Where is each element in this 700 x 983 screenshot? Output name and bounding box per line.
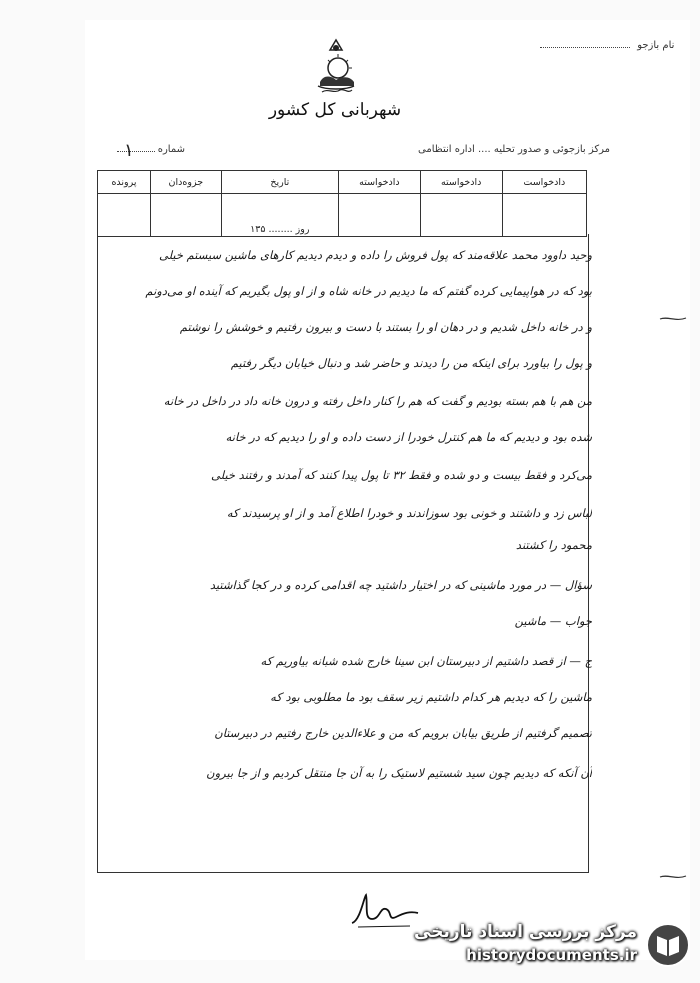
statement-line: آن آنکه که دیدیم چون سید شستیم لاستیک را به آن جا منتقل کردیم و از جا بیرون: [206, 766, 592, 780]
statement-line: می‌کرد و فقط بیست و دو شده و فقط ۳۲ تا پول پیدا کنند که آمدند و رفتند خیلی: [211, 468, 592, 482]
statement-line: سؤال — در مورد ماشینی که در اختیار داشتید چه اقدامی کرده و در کجا گذاشتید: [209, 578, 592, 592]
col-header: جزوه‌دان: [150, 171, 221, 194]
institution-title: شهربانی کل کشور: [268, 100, 402, 120]
col-header: دادخواسته: [420, 171, 502, 194]
statement-line: ج — از قصد داشتیم از دبیرستان ابن سینا خارج شده شبانه بیاوریم که: [260, 654, 592, 668]
statement-line: لباس زد و داشتند و خونی بود سوزاندند و خودرا اطلاع آمد و از او پرسیدند که: [226, 506, 592, 520]
number-field: [105, 144, 185, 155]
number-label: شماره: [157, 144, 185, 155]
statement-line: ماشین را که دیدیم هر کدام داشتیم زیر سقف بود ما مطلوبی بود که: [270, 690, 592, 704]
inspector-name-blank: [540, 47, 630, 48]
reference-line: مرکز بازجوئی و صدور تحلیه .... اداره انتظامی: [418, 144, 610, 155]
margin-mark: [658, 312, 688, 326]
form-cell: [502, 194, 586, 237]
inspector-name-label: نام بازجو: [637, 40, 675, 51]
form-cell: [338, 194, 420, 237]
statement-line: شده بود و دیدیم که ما هم کنترل خودرا از دست داده و او را دیدیم که در خانه: [225, 430, 592, 444]
statement-line: و در خانه داخل شدیم و در دهان او را بستند با دست و بیرون رفتیم و خوشش را نوشتم: [179, 320, 592, 334]
lion-and-sun-emblem-icon: [312, 38, 360, 98]
archive-book-logo-icon: [645, 922, 691, 968]
form-cell: [150, 194, 221, 237]
form-cell: [98, 194, 151, 237]
statement-line: من هم با هم بسته بودیم و گفت که هم را کنار داخل رفته و درون خانه داد در داخل در خانه: [163, 394, 592, 408]
watermark-url: historydocuments.ir: [466, 946, 637, 964]
form-cell: [420, 194, 502, 237]
col-header: دادخواسته: [338, 171, 420, 194]
col-header: دادخواست: [502, 171, 586, 194]
margin-mark: [658, 870, 688, 884]
form-header-table: [97, 170, 587, 237]
statement-line: وحید داوود محمد علاقه‌مند که پول فروش را داده و دیدم دیدیم کارهای ماشین سیستم خیلی: [159, 248, 592, 262]
number-blank: [117, 151, 155, 152]
statement-line: بود که در هواپیمایی کرده گفتم که ما دیدیم در خانه شاه و از او پول بگیریم که آینده او می‌دونم: [145, 284, 592, 298]
form-header-row: [98, 171, 587, 194]
archive-watermark: [403, 920, 693, 970]
col-header: پرونده: [98, 171, 151, 194]
handwritten-number: ۱: [124, 140, 134, 161]
statement-line: محمود را کشتند: [515, 538, 592, 552]
col-header: تاریخ: [221, 171, 338, 194]
statement-line: جواب — ماشین: [514, 614, 592, 628]
inspector-name-field: [540, 40, 674, 51]
form-cell: روز ........ ۱۳۵: [221, 194, 338, 237]
statement-line: و پول را بیاورد برای اینکه من را دیدند و حاضر شد و دنبال خیابان دیگر رفتیم: [230, 356, 592, 370]
statement-line: تصمیم گرفتیم از طریق بیابان برویم که من و علاءالدین خارج رفتیم در دبیرستان: [214, 726, 592, 740]
form-value-row: [98, 194, 587, 237]
watermark-title: مرکز بررسی اسناد تاریخی: [414, 922, 637, 942]
